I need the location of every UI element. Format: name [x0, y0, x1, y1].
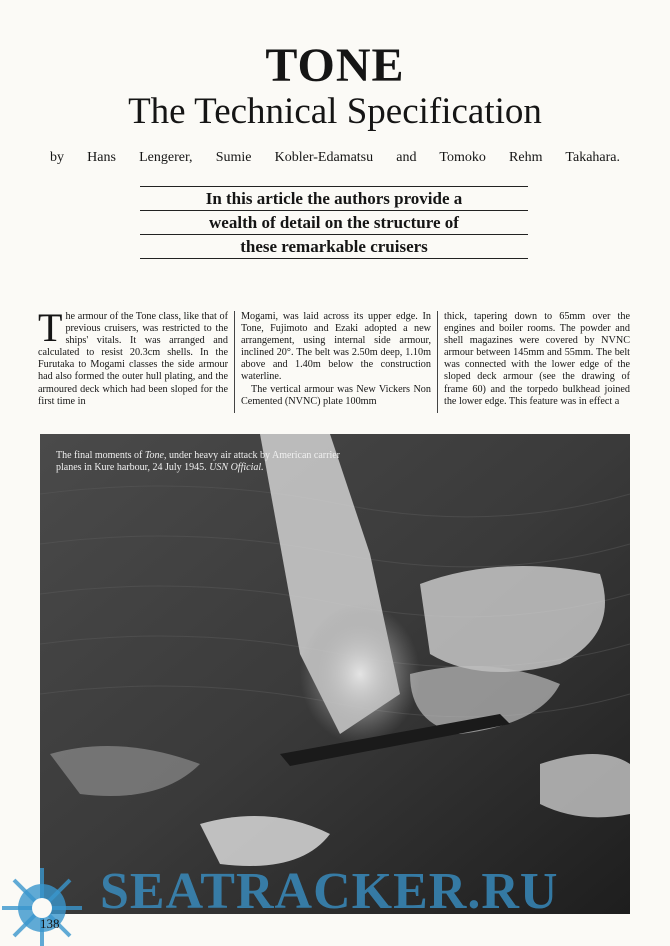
body-column-1	[38, 311, 234, 413]
page-number: 138	[40, 916, 60, 931]
standfirst-line: these remarkable cruisers	[140, 234, 528, 259]
standfirst-line: wealth of detail on the structure of	[140, 210, 528, 234]
body-columns	[38, 311, 630, 413]
body-column-2	[234, 311, 437, 413]
article-subtitle: The Technical Specification	[128, 91, 542, 132]
article-title: TONE	[265, 39, 405, 92]
drop-cap: T	[38, 311, 63, 350]
column-1-text: he armour of the Tone class, like that of previous cruisers, was restricted to the ships' vitals. It was arranged and calculated to resist 20.3cm shells. In the Furutaka to Mogami classes the side armour had also formed the outer hull plating, and the armoured deck which had been sloped for the first time in	[38, 311, 228, 407]
caption-text: The final moments of	[56, 450, 145, 461]
column-3-text: thick, tapering down to 65mm over the engines and boiler rooms. The powder and shell magazines were covered by NVNC armour between 145mm and 55mm. The belt was connected with the lower edge of the sloped deck armour (see the drawing of frame 60) and the torpedo bulkhead joined the lower edge. This feature was in effect a	[444, 311, 630, 407]
body-column-3	[437, 311, 630, 413]
column-2-paragraph: The vertical armour was New Vickers Non Cemented (NVNC) plate 100mm	[241, 383, 431, 407]
watermark-text: SEATRACKER.RU	[100, 863, 559, 920]
cruiser-attack-photo	[40, 434, 630, 914]
standfirst	[140, 186, 528, 259]
caption-text-continued: , under heavy air attack by American carrier planes in Kure harbour, 24 July 1945.	[56, 450, 340, 473]
byline: by Hans Lengerer, Sumie Kobler-Edamatsu and Tomoko Rehm Takahara.	[50, 150, 620, 165]
caption-ship-name: Tone	[144, 450, 164, 461]
column-2-text: Mogami, was laid across its upper edge. In Tone, Fujimoto and Ezaki adopted a new arrangement, using internal side armour, inclined 20°. The belt was 2.50m deep, 1.10m above and 1.40m below the construction waterline.	[241, 311, 431, 383]
caption-credit: USN Official.	[209, 462, 264, 473]
photo-caption	[56, 450, 356, 474]
standfirst-line: In this article the authors provide a	[140, 186, 528, 210]
photo-image	[40, 434, 630, 914]
